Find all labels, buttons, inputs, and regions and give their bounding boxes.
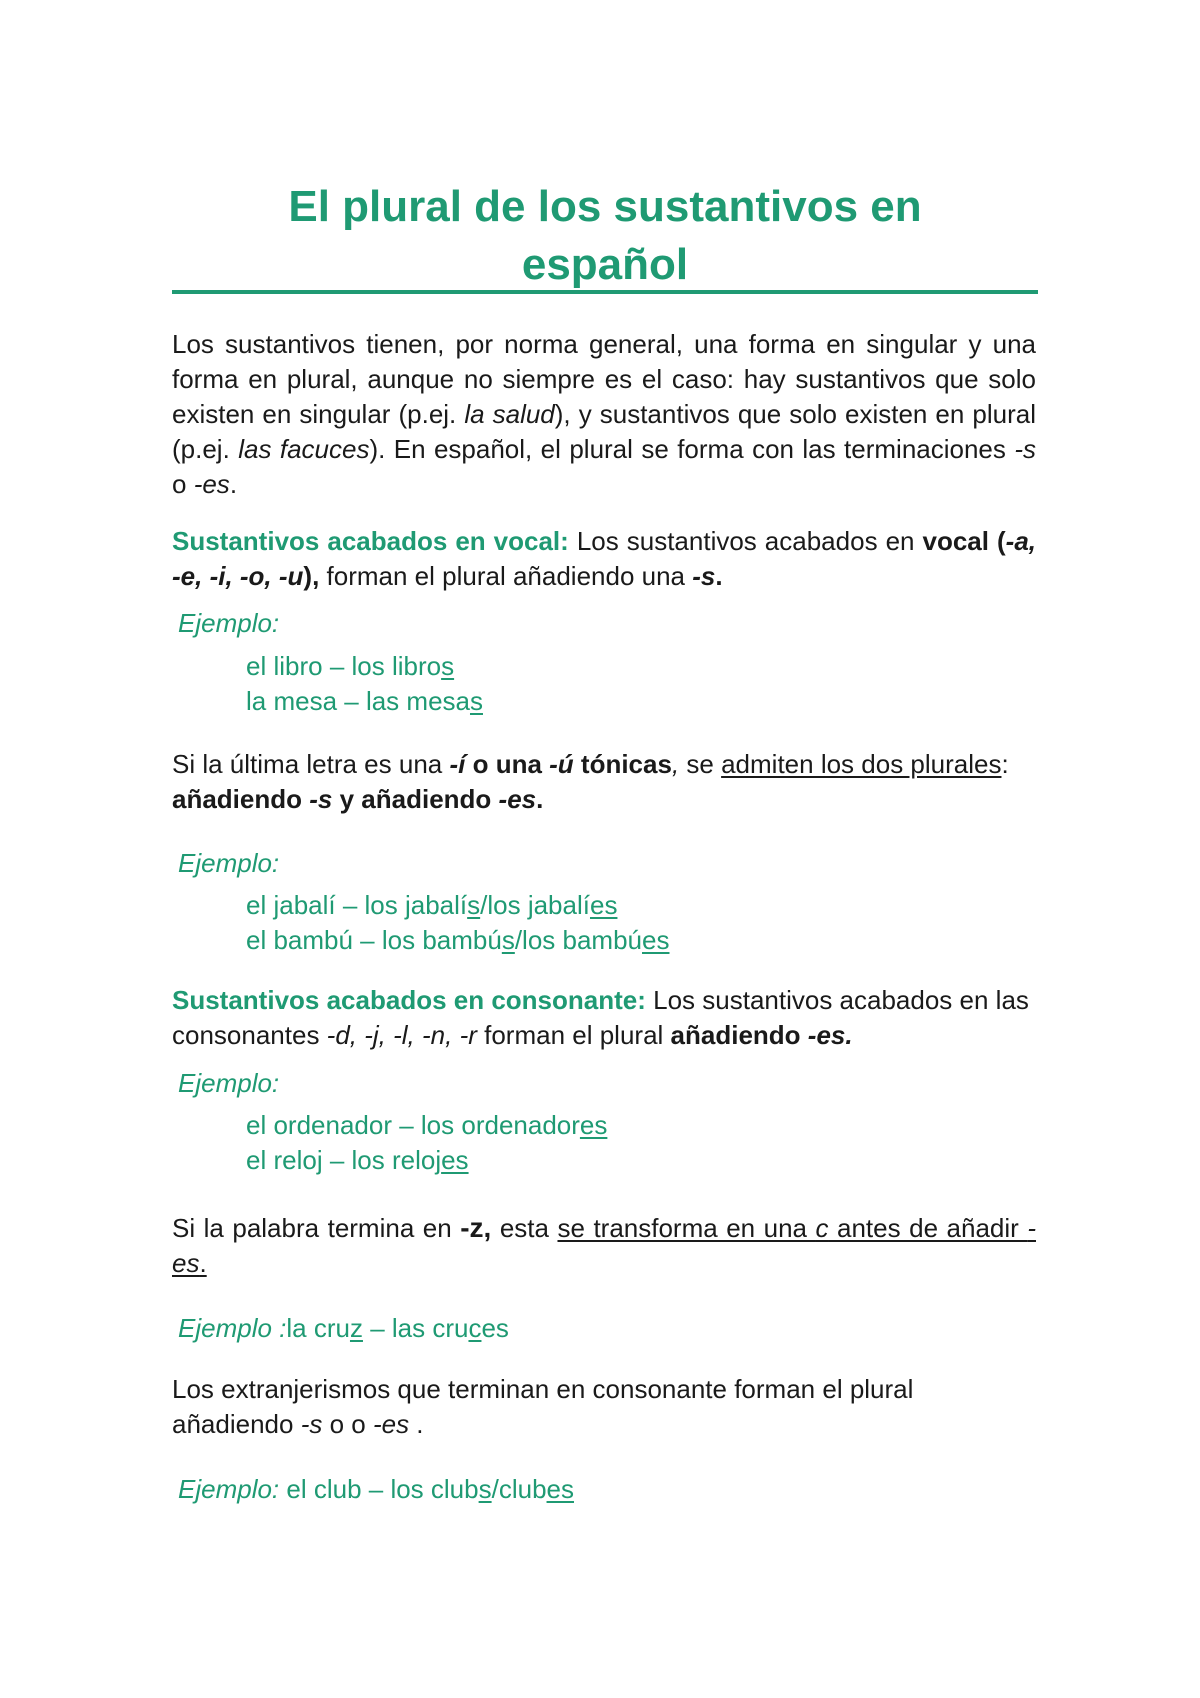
vocal-endings: -a, -e, -i, -o, -u <box>172 526 1037 591</box>
example-inline <box>178 1311 509 1346</box>
tonicas-comma: , <box>671 749 680 779</box>
example-line <box>246 888 617 923</box>
vocal-bold: ( <box>989 526 1006 556</box>
example-text: es <box>481 1313 509 1343</box>
intro-paragraph <box>172 327 1036 502</box>
example-line <box>246 1143 469 1178</box>
example-text: el libro – los libro <box>246 651 442 681</box>
example-inline <box>178 1472 574 1507</box>
example-ending: s <box>441 651 455 681</box>
z-ending-es: -es <box>172 1213 1036 1278</box>
z-text: Si la palabra termina en <box>172 1213 461 1243</box>
vocal-text: Los sustantivos acabados en <box>568 526 923 556</box>
example-text: el club – los club <box>279 1474 479 1504</box>
title-line-2: español <box>521 240 689 289</box>
example-label: Ejemplo: <box>178 1068 280 1098</box>
vocal-text: forman el plural añadiendo una <box>319 561 693 591</box>
example-ending: z <box>349 1313 363 1343</box>
intro-text: . <box>229 469 238 499</box>
extranjerismos-text: . <box>409 1409 424 1439</box>
example-line <box>246 923 669 958</box>
example-text: el ordenador – los ordenador <box>246 1110 580 1140</box>
consonante-bold: añadiendo <box>670 1020 808 1050</box>
example-text: el bambú – los bambú <box>246 925 502 955</box>
tonicas-bold: . <box>536 784 544 814</box>
example-text: la mesa – las mesa <box>246 686 470 716</box>
vocal-bold: ), <box>303 561 320 591</box>
example-text: la cru <box>286 1313 350 1343</box>
tonicas-bold: tónicas <box>573 749 672 779</box>
tonicas-ending: -es <box>498 784 537 814</box>
example-line <box>246 684 483 719</box>
example-ending: c <box>468 1313 482 1343</box>
extranjerismos-ending: -es <box>372 1409 410 1439</box>
consonante-text: forman el plural <box>476 1020 671 1050</box>
z-underlined: . <box>199 1248 207 1278</box>
consonante-heading: Sustantivos acabados en consonante: <box>172 985 646 1015</box>
example-ending: s <box>478 1474 492 1504</box>
intro-example-salud: la salud <box>464 399 555 429</box>
extranjerismos-ending: -s <box>300 1409 323 1439</box>
title-divider <box>172 290 1038 294</box>
vocal-paragraph <box>172 524 1036 594</box>
example-text: el reloj – los reloj <box>246 1145 442 1175</box>
tonicas-bold: o una <box>465 749 550 779</box>
example-line <box>246 1108 607 1143</box>
example-label: Ejemplo: <box>178 1474 280 1504</box>
example-label: Ejemplo: <box>178 848 280 878</box>
z-text: esta <box>491 1213 558 1243</box>
example-text: el jabalí – los jabalí <box>246 890 468 920</box>
tonicas-underlined: admiten los dos plurales <box>721 749 1002 779</box>
tonicas-ending: -í <box>449 749 466 779</box>
tonicas-bold: añadiendo <box>172 784 310 814</box>
example-ending: s <box>467 890 481 920</box>
intro-ending-es: -es <box>193 469 230 499</box>
intro-text: Los sustantivos tienen, por norma general, una forma en singular y una forma en plural, aunque no siempre es el caso: hay sustantivos que solo existen en singular (p.ej. <box>172 329 1036 429</box>
example-text: /club <box>491 1474 547 1504</box>
intro-text: ). En español, el plural se forma con las terminaciones <box>369 434 1015 464</box>
consonante-text: Los sustantivos acabados en las consonantes <box>172 985 1029 1050</box>
tonicas-bold: y añadiendo <box>332 784 499 814</box>
tonicas-text: se <box>679 749 722 779</box>
example-ending: s <box>469 686 483 716</box>
example-ending: es <box>642 925 670 955</box>
title-line-1: El plural de los sustantivos en <box>288 182 922 231</box>
example-label: Ejemplo : <box>178 1313 287 1343</box>
extranjerismos-paragraph <box>172 1372 1036 1442</box>
example-ending: es <box>441 1145 469 1175</box>
vocal-heading: Sustantivos acabados en vocal: <box>172 526 569 556</box>
example-text: – las cru <box>362 1313 469 1343</box>
intro-ending-s: -s <box>1014 434 1036 464</box>
example-ending: es <box>589 890 618 920</box>
consonante-endings: -d, -j, -l, -n, -r <box>326 1020 477 1050</box>
tonicas-paragraph <box>172 747 1036 817</box>
page-title <box>172 178 1038 294</box>
extranjerismos-text: Los extranjerismos que terminan en consonante forman el plural añadiendo <box>172 1374 914 1439</box>
vocal-bold: . <box>715 561 723 591</box>
intro-text: ), y sustantivos que solo existen en plural (p.ej. <box>172 399 1036 464</box>
example-ending: es <box>579 1110 608 1140</box>
extranjerismos-text: o o <box>322 1409 373 1439</box>
tonicas-text: Si la última letra es una <box>172 749 450 779</box>
tonicas-text: : <box>1001 749 1009 779</box>
example-ending: s <box>501 925 515 955</box>
tonicas-ending: -s <box>309 784 333 814</box>
tonicas-ending: -ú <box>549 749 574 779</box>
example-text: /los bambú <box>514 925 643 955</box>
consonante-paragraph <box>172 983 1036 1053</box>
example-text: /los jabalí <box>480 890 590 920</box>
z-letter-c: c <box>815 1213 829 1243</box>
vocal-ending-s: -s <box>692 561 716 591</box>
intro-text: o <box>172 469 194 499</box>
example-label: Ejemplo: <box>178 608 280 638</box>
example-ending: es <box>546 1474 574 1504</box>
z-underlined: se transforma en una <box>557 1213 816 1243</box>
vocal-bold: vocal <box>922 526 989 556</box>
intro-example-facuces: las facuces <box>238 434 370 464</box>
z-underlined: antes de añadir <box>828 1213 1028 1243</box>
example-line <box>246 649 454 684</box>
consonante-ending-es: -es. <box>807 1020 853 1050</box>
z-paragraph <box>172 1210 1036 1281</box>
z-ending: -z, <box>460 1212 492 1243</box>
